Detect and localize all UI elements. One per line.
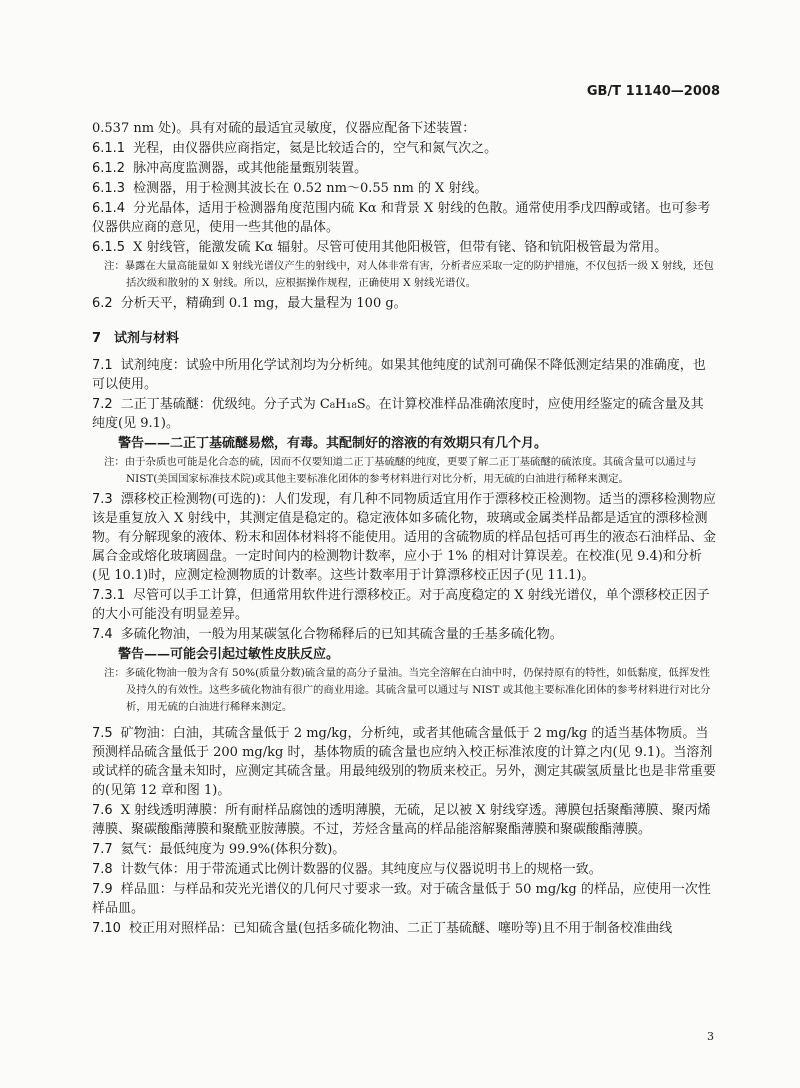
page-number: 3 bbox=[707, 1030, 714, 1043]
clause-number: 7.7 bbox=[92, 842, 113, 857]
clause-number: 7.5 bbox=[92, 726, 113, 741]
clause-paragraph bbox=[92, 159, 716, 178]
warning-paragraph bbox=[92, 645, 716, 665]
clause-number: 6.1.4 bbox=[92, 201, 126, 216]
clause-paragraph bbox=[92, 586, 716, 624]
clause-number: 7.6 bbox=[92, 803, 113, 818]
paragraph-text: 二正丁基硫醚：优级纯。分子式为 C₈H₁₈S。在计算校准样品准确浓度时，应使用经鉴定的硫含量及其纯度(见 9.1)。 bbox=[92, 397, 704, 431]
clause-number: 7.3 bbox=[92, 492, 113, 507]
note-paragraph bbox=[104, 665, 716, 716]
clause-paragraph bbox=[92, 724, 716, 800]
paragraph-text: 多硫化物油，一般为用某碳氢化合物稀释后的已知其硫含量的壬基多硫化物。 bbox=[120, 627, 563, 642]
clause-paragraph bbox=[92, 356, 716, 394]
clause-number: 6.2 bbox=[92, 296, 113, 311]
clause-number: 6.1.5 bbox=[92, 240, 126, 255]
document-body bbox=[92, 119, 716, 939]
paragraph-text: 警告——二正丁基硫醚易燃，有毒。其配制好的溶液的有效期只有几个月。 bbox=[118, 436, 548, 451]
note-paragraph bbox=[104, 454, 716, 488]
paragraph-text: 校正用对照样品：已知硫含量(包括多硫化物油、二正丁基硫醚、噻吩等)且不用于制备校准曲线 bbox=[128, 921, 673, 936]
clause-paragraph bbox=[92, 179, 716, 198]
paragraph-text: 注：暴露在大量高能量如 X 射线光谱仪产生的射线中，对人体非常有害，分析者应采取一定的防护措施，不仅包括一级 X 射线，还包括次级和散射的 X 射线。所以，应根据操作规程，正确使用 X 射线光谱仪。 bbox=[104, 260, 714, 289]
paragraph-text: 计数气体：用于带流通式比例计数器的仪器。其纯度应与仪器说明书上的规格一致。 bbox=[120, 862, 602, 877]
clause-paragraph bbox=[92, 625, 716, 644]
clause-number: 7.9 bbox=[92, 882, 113, 897]
clause-paragraph bbox=[92, 801, 716, 839]
clause-number: 7.8 bbox=[92, 862, 113, 877]
clause-number: 7.1 bbox=[92, 358, 113, 373]
clause-paragraph bbox=[92, 238, 716, 257]
paragraph-text: X 射线透明薄膜：所有耐样品腐蚀的透明薄膜，无硫，足以被 X 射线穿透。薄膜包括聚酯薄膜、聚丙烯薄膜、聚碳酸酯薄膜和聚酰亚胺薄膜。不过，芳烃含量高的样品能溶解聚酯薄膜和聚碳酸酯薄膜。 bbox=[92, 803, 711, 837]
paragraph-text: 检测器，用于检测其波长在 0.52 nm～0.55 nm 的 X 射线。 bbox=[133, 181, 488, 196]
clause-number: 7.4 bbox=[92, 627, 113, 642]
paragraph-text: 分光晶体，适用于检测器角度范围内硫 Kα 和背景 X 射线的色散。通常使用季戊四醇或锗。也可参考仪器供应商的意见，使用一些其他的晶体。 bbox=[92, 201, 711, 235]
clause-paragraph bbox=[92, 395, 716, 433]
paragraph-text: 注：多硫化物油一般为含有 50%(质量分数)硫含量的高分子量油。当完全溶解在白油中时，仍保持原有的特性，如低黏度，低挥发性及持久的有效性。这些多硫化物油有很广的商业用途。其硫含量可以通过与 NIST 或其他主要标准化团体的参考材料进行对比分析，用无硫的白油进行稀释来测定。 bbox=[104, 667, 711, 713]
clause-paragraph bbox=[92, 919, 716, 938]
note-paragraph bbox=[104, 258, 716, 292]
paragraph-text: 0.537 nm 处)。具有对硫的最适宜灵敏度，仪器应配备下述装置： bbox=[92, 121, 476, 136]
clause-number: 7.2 bbox=[92, 397, 113, 412]
paragraph-text: 分析天平，精确到 0.1 mg，最大量程为 100 g。 bbox=[120, 296, 407, 311]
clause-paragraph bbox=[92, 119, 716, 138]
clause-number: 6.1.1 bbox=[92, 141, 126, 156]
clause-paragraph bbox=[92, 294, 716, 313]
paragraph-text: 漂移校正检测物(可选的)：人们发现，有几种不同物质适宜用作于漂移校正检测物。适当的漂移检测物应该是重复放入 X 射线中，其测定值是稳定的。稳定液体如多硫化物，玻璃或金属类样品都是适宜的漂移检测物。有分解现象的液体、粉末和固体材料将不能使用。适用的含硫物质的样品包括可再生的液态石油样品、金属合金或熔化玻璃圆盘。一定时间内的检测物计数率，应小于 1% 的相对计算误差。在校准(见 9.4)和分析(见 10.1)时，应测定检测物质的计数率。这些计数率用于计算漂移校正因子(见 11.1)。 bbox=[92, 492, 717, 583]
paragraph-text: 警告——可能会引起过敏性皮肤反应。 bbox=[118, 647, 340, 662]
clause-number: 6.1.3 bbox=[92, 181, 126, 196]
paragraph-text: 注：由于杂质也可能是化合态的硫，因而不仅要知道二正丁基硫醚的纯度，更要了解二正丁基硫醚的硫浓度。其硫含量可以通过与 NIST(美国国家标准技术院)或其他主要标准化团体的参考材料进行对比分析，用无硫的白油进行稀释来测定。 bbox=[104, 456, 697, 485]
clause-paragraph bbox=[92, 490, 716, 585]
paragraph-text: 脉冲高度监测器，或其他能量甄别装置。 bbox=[133, 161, 368, 176]
section-heading bbox=[92, 327, 716, 346]
standard-number: GB/T 11140—2008 bbox=[586, 84, 720, 99]
clause-paragraph bbox=[92, 860, 716, 879]
paragraph-text: 样品皿：与样品和荧光光谱仪的几何尺寸要求一致。对于硫含量低于 50 mg/kg 的样品，应使用一次性样品皿。 bbox=[92, 882, 711, 916]
paragraph-text: X 射线管，能激发硫 Kα 辐射。尽管可使用其他阳极管，但带有铑、铬和钪阳极管最为常用。 bbox=[133, 240, 668, 255]
clause-number: 6.1.2 bbox=[92, 161, 126, 176]
clause-paragraph bbox=[92, 139, 716, 158]
clause-number: 7.10 bbox=[92, 921, 121, 936]
clause-number: 7.3.1 bbox=[92, 588, 126, 603]
warning-paragraph bbox=[92, 434, 716, 454]
clause-paragraph bbox=[92, 880, 716, 918]
clause-paragraph bbox=[92, 840, 716, 859]
paragraph-text: 试剂纯度：试验中所用化学试剂均为分析纯。如果其他纯度的试剂可确保不降低测定结果的准确度，也可以使用。 bbox=[92, 358, 706, 392]
paragraph-text: 光程，由仪器供应商指定，氦是比较适合的，空气和氮气次之。 bbox=[133, 141, 498, 156]
clause-paragraph bbox=[92, 199, 716, 237]
paragraph-text: 7 试剂与材料 bbox=[92, 331, 180, 346]
paragraph-text: 尽管可以手工计算，但通常用软件进行漂移校正。对于高度稳定的 X 射线光谱仪，单个漂移校正因子的大小可能没有明显差异。 bbox=[92, 588, 710, 622]
paragraph-text: 矿物油：白油，其硫含量低于 2 mg/kg，分析纯，或者其他硫含量低于 2 mg/kg 的适当基体物质。当预测样品硫含量低于 200 mg/kg 时，基体物质的硫含量也应纳入校正标准浓度的计算之内(见 9.1)。当溶剂或试样的硫含量未知时，应测定其硫含量。用最纯级别的物质来校正。另外，测定其碳氢质量比也是非常重要的(见第 12 章和图 1)。 bbox=[92, 726, 717, 798]
paragraph-text: 氦气：最低纯度为 99.9%(体积分数)。 bbox=[120, 842, 346, 857]
